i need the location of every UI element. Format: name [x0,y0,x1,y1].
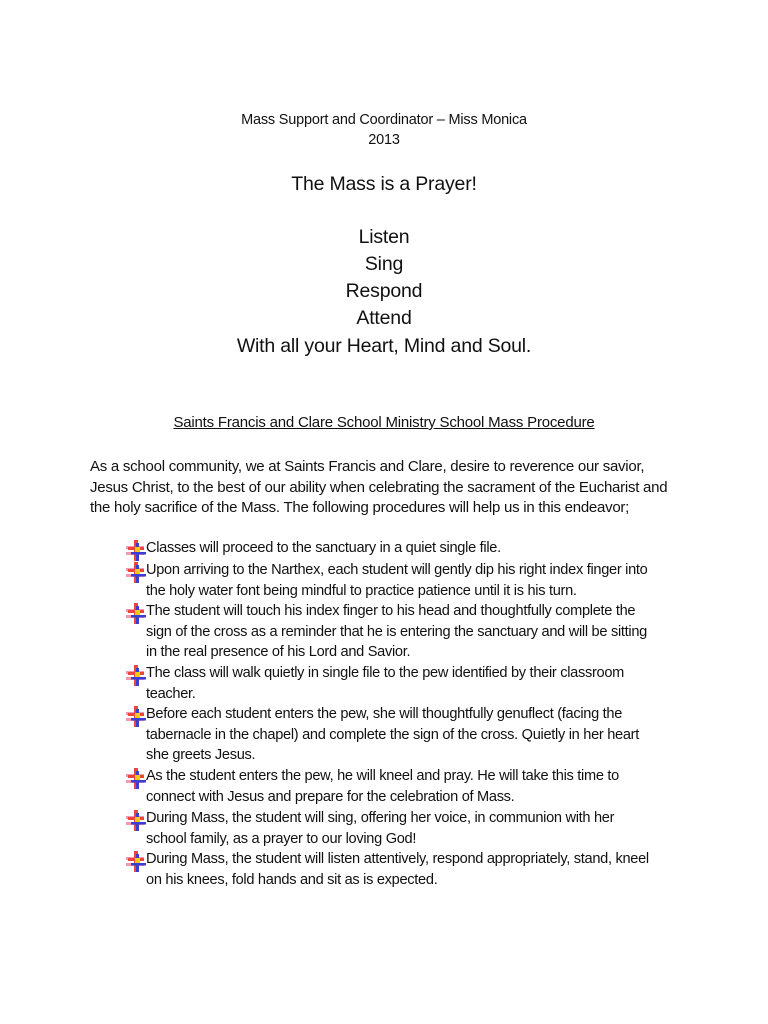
procedure-line: teacher. [146,685,196,702]
intro-line: Jesus Christ, to the best of our ability when celebrating the sacrament of the Eucharist and [90,478,668,496]
procedure-line: connect with Jesus and prepare for the celebration of Mass. [146,788,515,805]
procedure-item [124,704,684,770]
procedure-item [124,560,684,605]
closing-line: With all your Heart, Mind and Soul. [236,335,532,357]
section-title: Saints Francis and Clare School Ministry School Mass Procedure [173,414,595,431]
procedure-line: As the student enters the pew, he will kneel and pray. He will take this time to [146,768,619,784]
headline: The Mass is a Prayer! [291,173,477,195]
cross-bullet-icon [124,664,148,686]
procedure-line: Before each student enters the pew, she will thoughtfully genuflect (facing the [146,706,623,722]
verb-attend: Attend [356,307,412,329]
procedure-line: sign of the cross as a reminder that he is entering the sanctuary and will be sitting [146,623,647,640]
procedure-line: During Mass, the student will sing, offering her voice, in communion with her [146,810,615,826]
procedure-line: The class will walk quietly in single file to the pew identified by their classroom [146,665,625,681]
procedure-item [124,601,684,667]
procedure-line: During Mass, the student will listen attentively, respond appropriately, stand, kneel [146,851,649,867]
procedure-line: tabernacle in the chapel) and complete the sign of the cross. Quietly in her heart [146,726,639,743]
procedure-line: on his knees, fold hands and sit as is expected. [146,871,438,888]
procedure-line: she greets Jesus. [146,747,256,764]
verb-listen: Listen [358,226,410,248]
procedure-line: The student will touch his index finger to his head and thoughtfully complete the [146,603,636,619]
verb-sing: Sing [364,253,404,275]
header-coordinator: Mass Support and Coordinator – Miss Monica [241,112,527,128]
cross-bullet-icon [124,767,148,789]
procedure-item [124,849,684,894]
procedure-item [124,538,684,563]
verb-respond: Respond [345,280,423,302]
cross-bullet-icon [124,809,148,831]
cross-bullet-icon [124,850,148,872]
procedure-item [124,766,684,811]
cross-bullet-icon [124,561,148,583]
cross-bullet-icon [124,539,148,561]
intro-line: As a school community, we at Saints Francis and Clare, desire to reverence our savior, [90,458,645,475]
cross-bullet-icon [124,602,148,624]
procedure-line: Classes will proceed to the sanctuary in a quiet single file. [146,540,501,556]
procedure-line: school family, as a prayer to our loving God! [146,830,417,847]
procedure-item [124,808,684,853]
procedure-line: in the real presence of his Lord and Savior. [146,644,411,661]
procedure-line: Upon arriving to the Narthex, each student will gently dip his right index finger into [146,562,648,578]
procedure-line: the holy water font being mindful to practice patience until it is his turn. [146,582,577,599]
intro-paragraph [90,457,690,519]
intro-line: the holy sacrifice of the Mass. The following procedures will help us in this endeavor; [90,499,630,516]
header-year: 2013 [368,132,400,148]
procedure-item [124,663,684,708]
cross-bullet-icon [124,705,148,727]
